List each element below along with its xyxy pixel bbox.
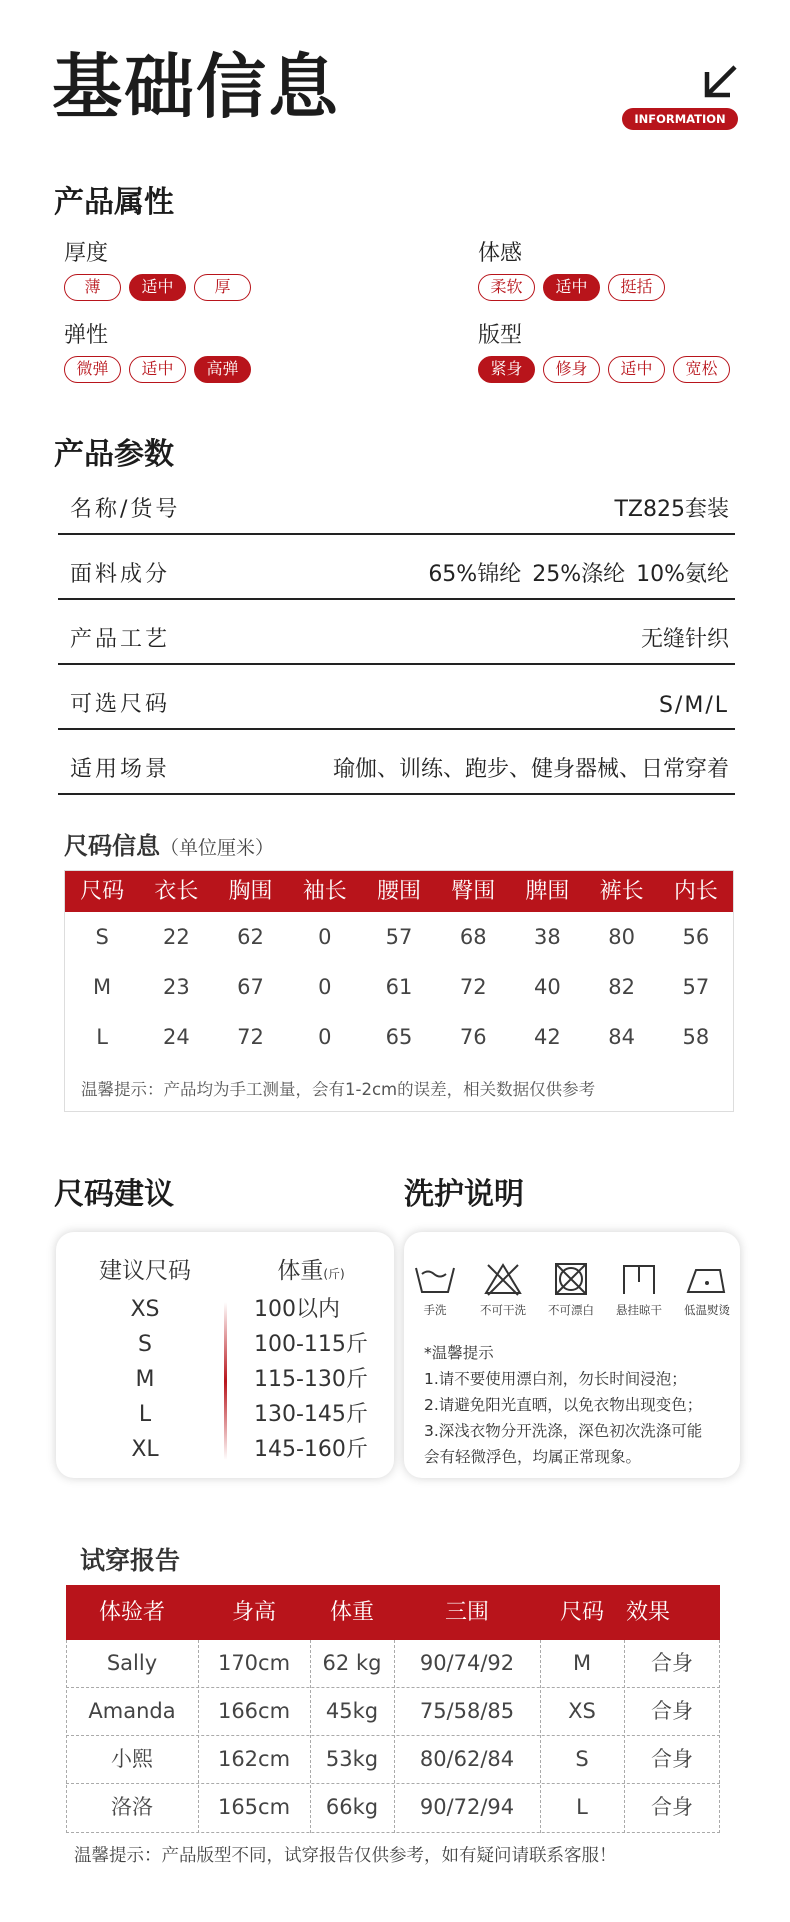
size-col-header: 袖长 <box>302 879 347 904</box>
table-cell: 61 <box>385 975 413 999</box>
recommend-weight: 115-130斤 <box>254 1367 368 1392</box>
attr-group-elasticity <box>64 325 251 383</box>
low-iron-icon <box>686 1262 728 1296</box>
care-item <box>532 1262 610 1318</box>
table-cell: 23 <box>162 975 190 999</box>
param-row <box>58 667 735 730</box>
param-value: S/M/L <box>658 693 729 718</box>
recommend-weight: 130-145斤 <box>254 1402 368 1427</box>
attr-group-thickness <box>64 243 251 301</box>
attr-label: 体感 <box>478 241 523 266</box>
param-row <box>58 537 735 600</box>
table-cell: 68 <box>459 925 487 949</box>
red-divider <box>224 1302 227 1460</box>
trial-cell: 165cm <box>217 1795 291 1819</box>
care-note: *温馨提示 <box>424 1344 494 1362</box>
table-cell: 22 <box>162 925 190 949</box>
attr-label: 版型 <box>478 323 523 348</box>
size-col-header: 尺码 <box>80 879 125 904</box>
size-table <box>64 870 734 1112</box>
weight-header <box>256 1252 366 1285</box>
table-cell: 72 <box>237 1025 264 1049</box>
trial-cell: 合身 <box>651 1651 693 1675</box>
param-row <box>58 732 735 795</box>
trial-col-header: 体验者 <box>98 1600 165 1625</box>
table-cell: 76 <box>459 1025 487 1049</box>
care-note: 2.请避免阳光直晒，以免衣物出现变色； <box>424 1396 703 1414</box>
trial-cell: 53kg <box>325 1747 379 1771</box>
weight-column <box>254 1292 378 1467</box>
table-cell: 58 <box>682 1025 710 1049</box>
trial-cell: Sally <box>106 1651 158 1675</box>
attr-label: 弹性 <box>64 323 109 348</box>
trial-col-header: 身高 <box>231 1600 276 1625</box>
trial-cell: 45kg <box>325 1699 379 1723</box>
attr-option: 薄 <box>64 274 121 301</box>
attr-option-selected: 适中 <box>543 274 600 301</box>
param-key: 适用场景 <box>70 757 171 782</box>
trial-cell: 66kg <box>325 1795 379 1819</box>
trial-note: 温馨提示：产品版型不同，试穿报告仅供参考，如有疑问请联系客服！ <box>74 1846 617 1866</box>
trial-cell: 洛洛 <box>111 1795 153 1819</box>
trial-cell: 90/72/94 <box>419 1795 515 1819</box>
table-cell: M <box>93 975 112 999</box>
weight-header-unit: (斤) <box>323 1267 345 1281</box>
attr-option: 宽松 <box>673 356 730 383</box>
trial-col-header: 效果 <box>626 1600 671 1625</box>
care-item <box>396 1262 474 1318</box>
attr-option-selected: 高弹 <box>194 356 251 383</box>
size-col-header: 衣长 <box>154 879 199 904</box>
table-cell: 82 <box>608 975 635 999</box>
trial-cell: 170cm <box>217 1651 291 1675</box>
attr-option-selected: 适中 <box>129 274 186 301</box>
table-cell: 57 <box>385 925 413 949</box>
table-row <box>65 1012 733 1062</box>
care-item <box>464 1262 542 1318</box>
trial-title: 试穿报告 <box>80 1546 181 1575</box>
hang-dry-icon <box>618 1262 660 1296</box>
table-cell: 80 <box>608 925 635 949</box>
attr-option: 适中 <box>129 356 186 383</box>
table-cell: 38 <box>534 925 561 949</box>
size-col-header: 胸围 <box>228 879 273 904</box>
care-note: 3.深浅衣物分开洗涤，深色初次洗涤可能 <box>424 1422 703 1440</box>
recommend-size-header: 建议尺码 <box>99 1258 191 1284</box>
trial-cell: 90/74/92 <box>419 1651 515 1675</box>
trial-cell: 合身 <box>651 1699 693 1723</box>
table-cell: L <box>96 1025 108 1049</box>
page-title: 基础信息 <box>52 46 340 128</box>
size-info-title: 尺码信息 <box>64 832 160 860</box>
table-cell: 84 <box>608 1025 635 1049</box>
trial-cell: XS <box>568 1699 596 1723</box>
trial-cell: 小熙 <box>111 1747 153 1771</box>
size-column <box>82 1292 208 1467</box>
care-item <box>668 1262 746 1318</box>
size-col-header: 裤长 <box>599 879 644 904</box>
no-dry-clean-icon <box>482 1262 524 1296</box>
table-cell: 72 <box>459 975 487 999</box>
table-cell: 65 <box>385 1025 413 1049</box>
care-card <box>404 1232 740 1478</box>
care-item <box>600 1262 678 1318</box>
trial-cell: 62 kg <box>322 1651 382 1675</box>
trial-table <box>66 1585 720 1835</box>
table-cell: 67 <box>237 975 264 999</box>
care-label: 手洗 <box>423 1303 447 1317</box>
table-cell: 0 <box>318 975 332 999</box>
recommend-weight: 145-160斤 <box>254 1437 368 1462</box>
care-note: 1.请不要使用漂白剂，勿长时间浸泡； <box>424 1370 687 1388</box>
param-value: TZ825套装 <box>614 497 729 522</box>
trial-cell: 162cm <box>217 1747 291 1771</box>
param-value: 无缝针织 <box>640 627 729 652</box>
trial-col-header: 尺码 <box>559 1600 604 1625</box>
trial-table-header <box>66 1585 720 1640</box>
size-col-header: 脾围 <box>525 879 570 904</box>
param-value: 瑜伽、训练、跑步、健身器械、日常穿着 <box>332 757 729 782</box>
table-cell: 40 <box>534 975 561 999</box>
table-cell: 0 <box>318 1025 332 1049</box>
table-cell: S <box>95 925 109 949</box>
weight-header-label: 体重 <box>277 1258 324 1284</box>
trial-col-header: 体重 <box>329 1600 374 1625</box>
table-row <box>65 912 733 962</box>
attr-option: 挺括 <box>608 274 665 301</box>
hand-wash-icon <box>414 1262 456 1296</box>
information-badge: INFORMATION <box>622 108 738 130</box>
care-note: 会有轻微浮色，均属正常现象。 <box>424 1448 642 1466</box>
param-key: 可选尺码 <box>70 692 171 717</box>
table-cell: 24 <box>162 1025 190 1049</box>
table-cell: 42 <box>534 1025 561 1049</box>
param-row <box>58 472 735 535</box>
attr-option: 修身 <box>543 356 600 383</box>
trial-cell: M <box>572 1651 592 1675</box>
care-title: 洗护说明 <box>404 1177 524 1212</box>
table-cell: 62 <box>237 925 264 949</box>
param-key: 产品工艺 <box>70 627 171 652</box>
trial-col-header: 三围 <box>444 1600 489 1625</box>
care-label: 低温熨烫 <box>684 1303 730 1317</box>
care-label: 不可干洗 <box>480 1303 526 1317</box>
recommend-size: M <box>135 1367 155 1392</box>
param-key: 名称/货号 <box>70 497 181 522</box>
no-bleach-icon <box>550 1262 592 1296</box>
trial-cell: 合身 <box>651 1795 693 1819</box>
attributes-title: 产品属性 <box>54 185 174 220</box>
attr-group-feel <box>478 243 665 301</box>
attr-label: 厚度 <box>64 241 109 266</box>
recommend-size: L <box>138 1402 152 1427</box>
params-title: 产品参数 <box>54 437 174 472</box>
param-key: 面料成分 <box>70 562 171 587</box>
table-cell: 56 <box>682 925 710 949</box>
trial-cell: 166cm <box>217 1699 291 1723</box>
care-label: 不可漂白 <box>548 1303 594 1317</box>
attr-option-selected: 紧身 <box>478 356 535 383</box>
size-recommend-card <box>56 1232 394 1478</box>
trial-cell: S <box>575 1747 589 1771</box>
attr-option: 厚 <box>194 274 251 301</box>
size-table-header <box>65 871 733 912</box>
table-row <box>65 962 733 1012</box>
trial-cell: Amanda <box>88 1699 176 1723</box>
size-recommend-title: 尺码建议 <box>54 1177 174 1212</box>
recommend-size: XL <box>131 1437 159 1462</box>
trial-cell: L <box>576 1795 588 1819</box>
size-col-header: 腰围 <box>376 879 421 904</box>
size-info-heading <box>64 834 274 858</box>
attr-group-fit <box>478 325 730 383</box>
recommend-weight: 100-115斤 <box>254 1332 368 1357</box>
size-col-header: 臀围 <box>451 879 496 904</box>
recommend-weight: 100以内 <box>254 1297 340 1322</box>
trial-cell: 75/58/85 <box>419 1699 515 1723</box>
attr-option: 柔软 <box>478 274 535 301</box>
attr-option: 适中 <box>608 356 665 383</box>
size-note: 温馨提示：产品均为手工测量，会有1-2cm的误差，相关数据仅供参考 <box>81 1080 596 1099</box>
table-cell: 57 <box>682 975 710 999</box>
table-cell: 0 <box>318 925 332 949</box>
param-value: 65%锦纶 25%涤纶 10%氨纶 <box>428 562 729 587</box>
recommend-size: XS <box>130 1297 160 1322</box>
care-notes <box>424 1340 734 1470</box>
recommend-size: S <box>138 1332 152 1357</box>
param-row <box>58 602 735 665</box>
trial-cell: 80/62/84 <box>419 1747 515 1771</box>
trial-cell: 合身 <box>651 1747 693 1771</box>
size-col-header: 内长 <box>673 879 718 904</box>
attr-option: 微弹 <box>64 356 121 383</box>
size-info-unit: （单位厘米） <box>160 837 275 859</box>
arrow-down-left-icon <box>702 64 738 100</box>
care-label: 悬挂晾干 <box>616 1303 662 1317</box>
